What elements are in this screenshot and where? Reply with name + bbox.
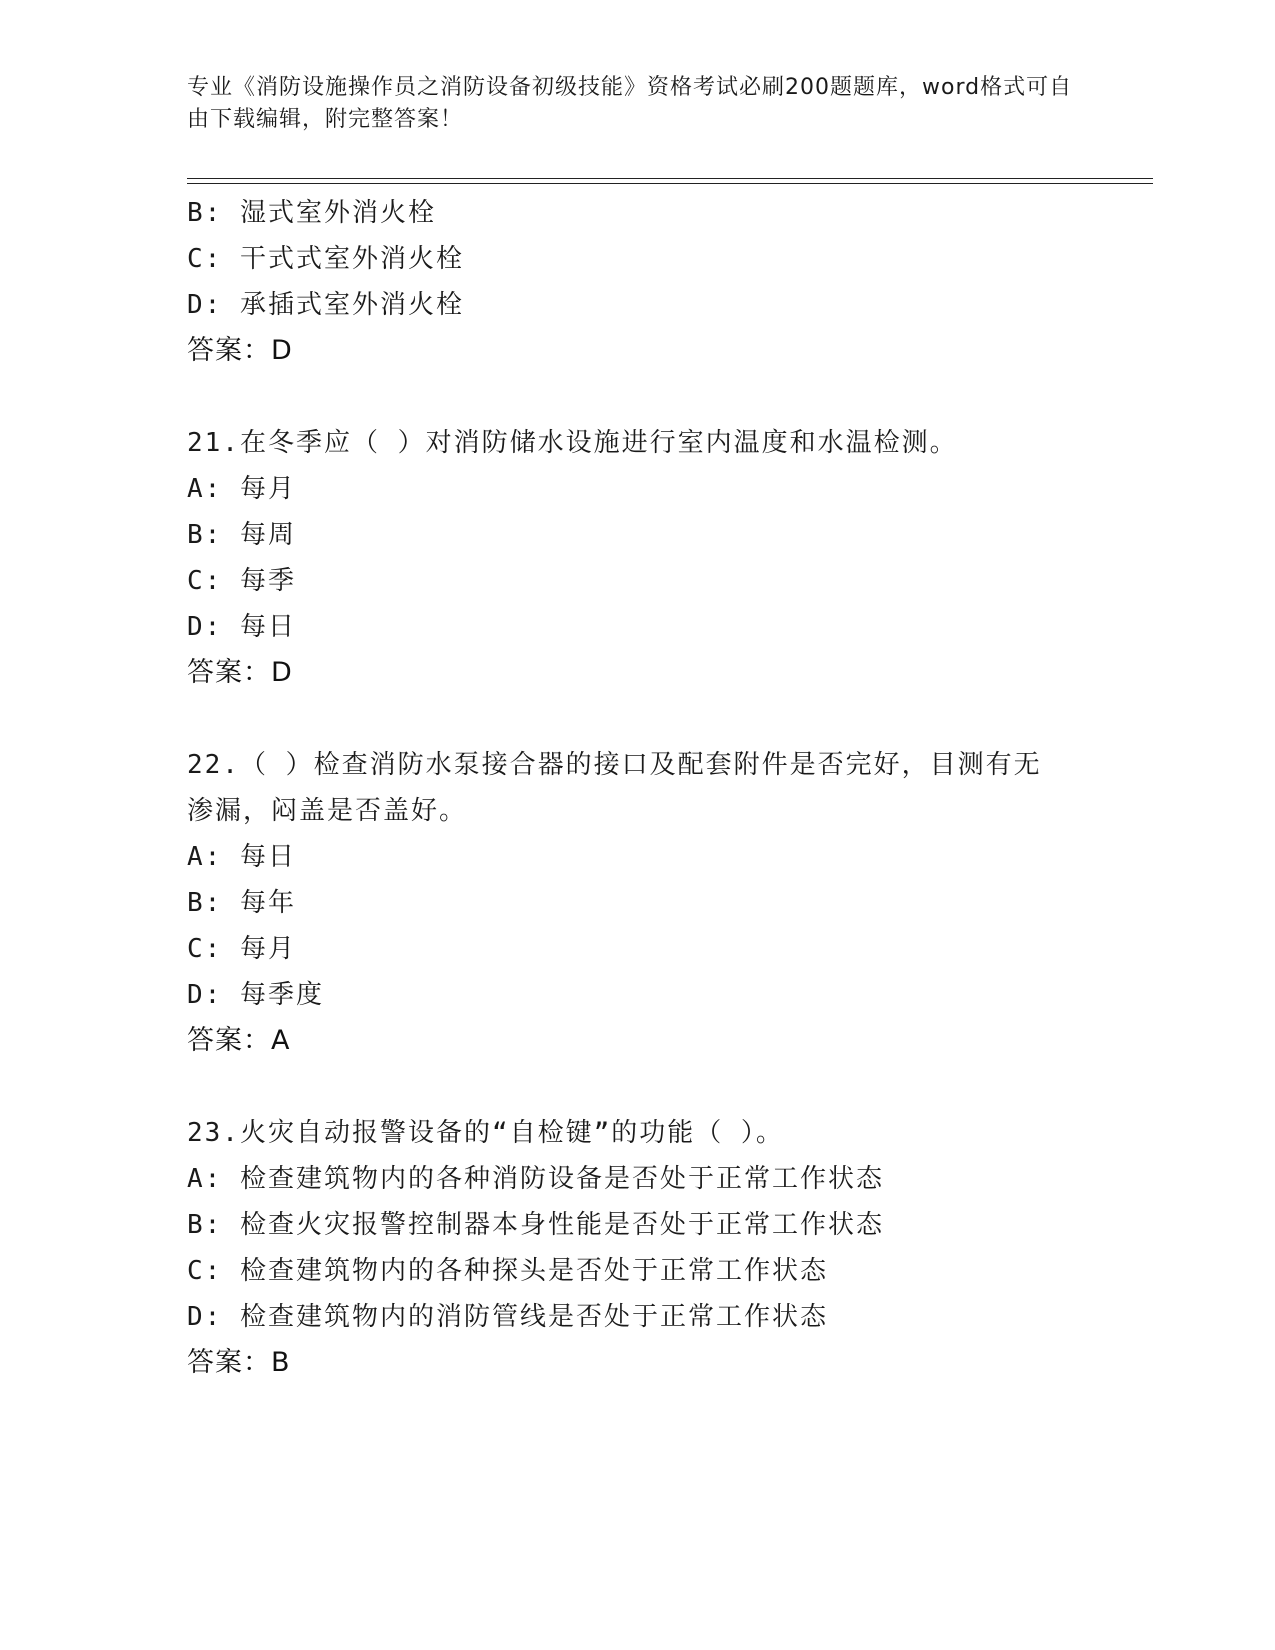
option-c: C: 干式式室外消火栓	[187, 244, 464, 274]
option-b: B: 湿式室外消火栓	[187, 198, 436, 228]
answer-line: 答案：D	[187, 657, 293, 688]
option-a: A: 每月	[187, 474, 296, 504]
option-b: B: 每周	[187, 520, 296, 550]
option-c: C: 每月	[187, 934, 296, 964]
question-text: 22.（ ）检查消防水泵接合器的接口及配套附件是否完好，目测有无渗漏，闷盖是否盖好。	[187, 750, 1042, 826]
option-d: D: 每季度	[187, 980, 324, 1010]
question-block-23	[187, 1110, 1087, 1386]
answer-line: 答案：B	[187, 1347, 291, 1378]
header-divider	[187, 178, 1153, 179]
answer-line: 答案：D	[187, 335, 293, 366]
header-divider-secondary	[187, 183, 1153, 184]
option-a: A: 每日	[187, 842, 296, 872]
question-text: 23.火灾自动报警设备的“自检键”的功能（ ）。	[187, 1118, 784, 1148]
document-header: 专业《消防设施操作员之消防设备初级技能》资格考试必刷200题题库，word格式可自由下载编辑，附完整答案！	[187, 75, 1073, 132]
question-block-21	[187, 420, 1087, 696]
answer-line: 答案：A	[187, 1025, 291, 1056]
option-c: C: 检查建筑物内的各种探头是否处于正常工作状态	[187, 1256, 828, 1286]
option-b: B: 检查火灾报警控制器本身性能是否处于正常工作状态	[187, 1210, 884, 1240]
question-list	[187, 190, 1087, 1386]
option-a: A: 检查建筑物内的各种消防设备是否处于正常工作状态	[187, 1164, 884, 1194]
option-d: D: 承插式室外消火栓	[187, 290, 464, 320]
option-c: C: 每季	[187, 566, 296, 596]
question-text: 21.在冬季应（ ）对消防储水设施进行室内温度和水温检测。	[187, 428, 958, 458]
option-d: D: 每日	[187, 612, 296, 642]
option-b: B: 每年	[187, 888, 296, 918]
question-block-22	[187, 742, 1087, 1064]
question-block-previous	[187, 190, 1087, 374]
option-d: D: 检查建筑物内的消防管线是否处于正常工作状态	[187, 1302, 828, 1332]
